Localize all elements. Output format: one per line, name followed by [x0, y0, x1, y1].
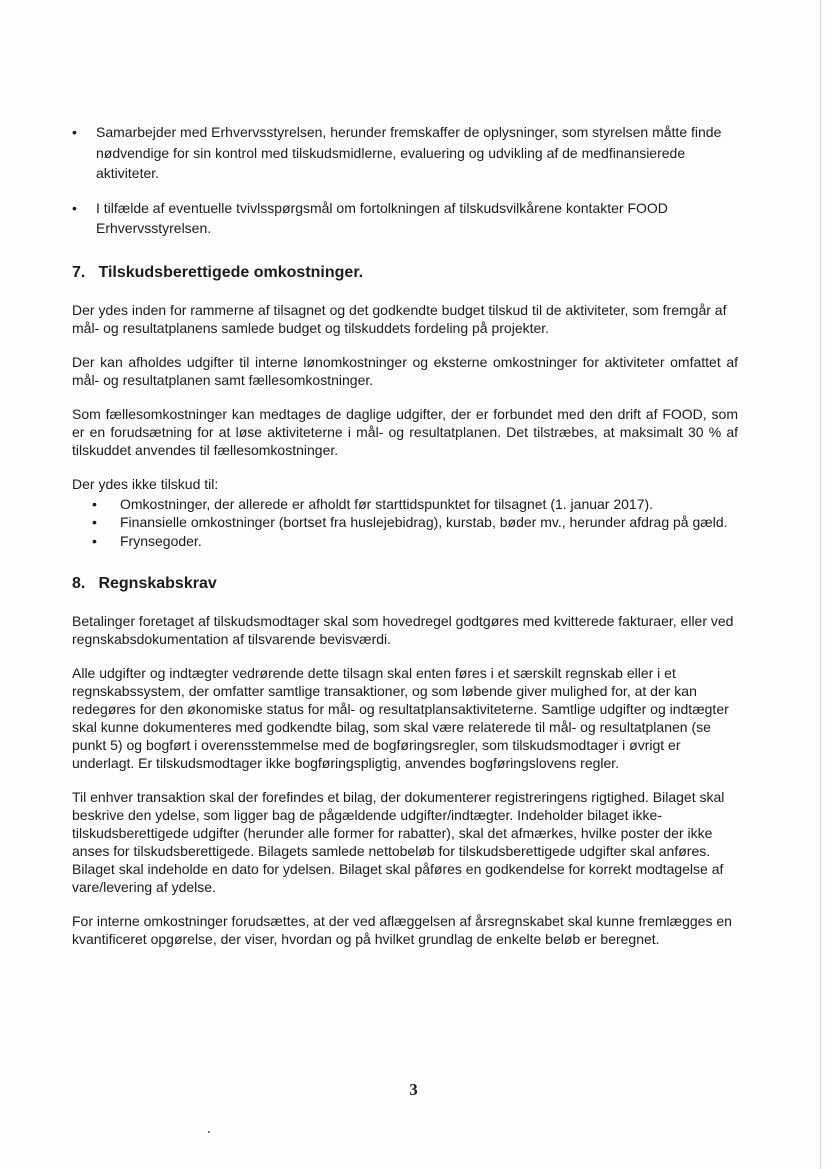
- paragraph: Der kan afholdes udgifter til interne lønomkostninger og eksterne omkostninger for aktiviteter omfattet af mål- og resultatplanen samt fællesomkostninger.: [72, 353, 738, 388]
- bullet-icon: •: [72, 199, 77, 216]
- bullet-icon: •: [92, 495, 97, 512]
- scan-edge-line: [820, 0, 821, 1169]
- list-item-text: Frynsegoder.: [120, 532, 202, 549]
- section-number: 7.: [72, 263, 86, 281]
- scan-speck: [208, 1131, 210, 1133]
- section-title: Tilskudsberettigede omkostninger.: [98, 263, 364, 281]
- list-item-text: Finansielle omkostninger (bortset fra huslejebidrag), kurstab, bøder mv., herunder afdrag på gæld.: [120, 514, 728, 530]
- list-item-text: Samarbejder med Erhvervsstyrelsen, herunder fremskaffer de oplysninger, som styrelsen måtte finde nødvendige for sin kontrol med tilskudsmidlerne, evaluering og udvikling af de medfinansierede aktiviteter.: [96, 124, 722, 181]
- list-item-text: Omkostninger, der allerede er afholdt før starttidspunktet for tilsagnet (1. januar 2017).: [120, 495, 654, 512]
- paragraph: Der ydes inden for rammerne af tilsagnet og det godkendte budget tilskud til de aktiviteter, som fremgår af mål- og resultatplanens samlede budget og tilskuddets fordeling på projekter.: [72, 301, 727, 336]
- bullet-icon: •: [92, 514, 97, 530]
- list-item: [92, 513, 738, 532]
- paragraph: Alle udgifter og indtægter vedrørende dette tilsagn skal enten føres i et særskilt regnskab eller i et regnskabssystem, der omfatter samtlige transaktioner, og som løbende giver mulighed for, at der kan redegøres for den økonomiske status for mål- og resultatplansaktiviteterne. Samtlige udgifter og indtægter skal kunne dokumenteres med godkendte bilag, som skal være relaterede til mål- og resultatplanen (se punkt 5) og bogført i overensstemmelse med de bogføringsregler, som tilskudsmodtager i øvrigt er underlagt. Er tilskudsmodtager ikke bogføringspligtig, anvendes bogføringslovens regler.: [72, 665, 729, 771]
- exclusion-list: [92, 495, 738, 551]
- section-number: 8.: [72, 575, 86, 592]
- page-content: [72, 122, 738, 964]
- page-number: 3: [409, 1080, 418, 1099]
- paragraph: Betalinger foretaget af tilskudsmodtager skal som hovedregel godtgøres med kvitterede fakturaer, eller ved regnskabsdokumentation af tilsvarende bevisværdi.: [72, 613, 734, 647]
- paragraph: For interne omkostninger forudsættes, at der ved aflæggelsen af årsregnskabet skal kunne fremlægges en kvantificeret opgørelse, der viser, hvordan og på hvilket grundlag de enkelte beløb er beregnet.: [72, 913, 732, 947]
- list-item: [72, 198, 738, 239]
- section-title: Regnskabskrav: [98, 575, 217, 592]
- bullet-icon: •: [92, 532, 97, 549]
- section-8-heading: [72, 574, 738, 594]
- paragraph: Som fællesomkostninger kan medtages de daglige udgifter, der er forbundet med den drift af FOOD, som er en forudsætning for at løse aktiviteterne i mål- og resultatplanen. Det tilstræbes, at maksimalt 30 % af tilskuddet anvendes til fællesomkostninger.: [72, 405, 738, 458]
- list-item: [92, 495, 738, 514]
- list-item: [72, 122, 738, 184]
- paragraph: Der ydes ikke tilskud til:: [72, 475, 219, 492]
- list-item: [92, 532, 738, 551]
- list-item-text: I tilfælde af eventuelle tvivlsspørgsmål om fortolkningen af tilskudsvilkårene kontakter FOOD Erhvervsstyrelsen.: [96, 199, 668, 236]
- section-7-heading: [72, 263, 738, 283]
- paragraph: Til enhver transaktion skal der forefindes et bilag, der dokumenterer registreringens rigtighed. Bilaget skal beskrive den ydelse, som ligger bag de pågældende udgifter/indtægter. Indeholder bilaget ikke-tilskudsberettigede udgifter (herunder alle former for rabatter), skal det afmærkes, hvilke poster der ikke anses for tilskudsberettigede. Bilagets samlede nettobeløb for tilskudsberettigede udgifter skal anføres. Bilaget skal indeholde en dato for ydelsen. Bilaget skal påføres en godkendelse for korrekt modtagelse af vare/levering af ydelse.: [72, 789, 725, 895]
- bullet-icon: •: [72, 124, 77, 140]
